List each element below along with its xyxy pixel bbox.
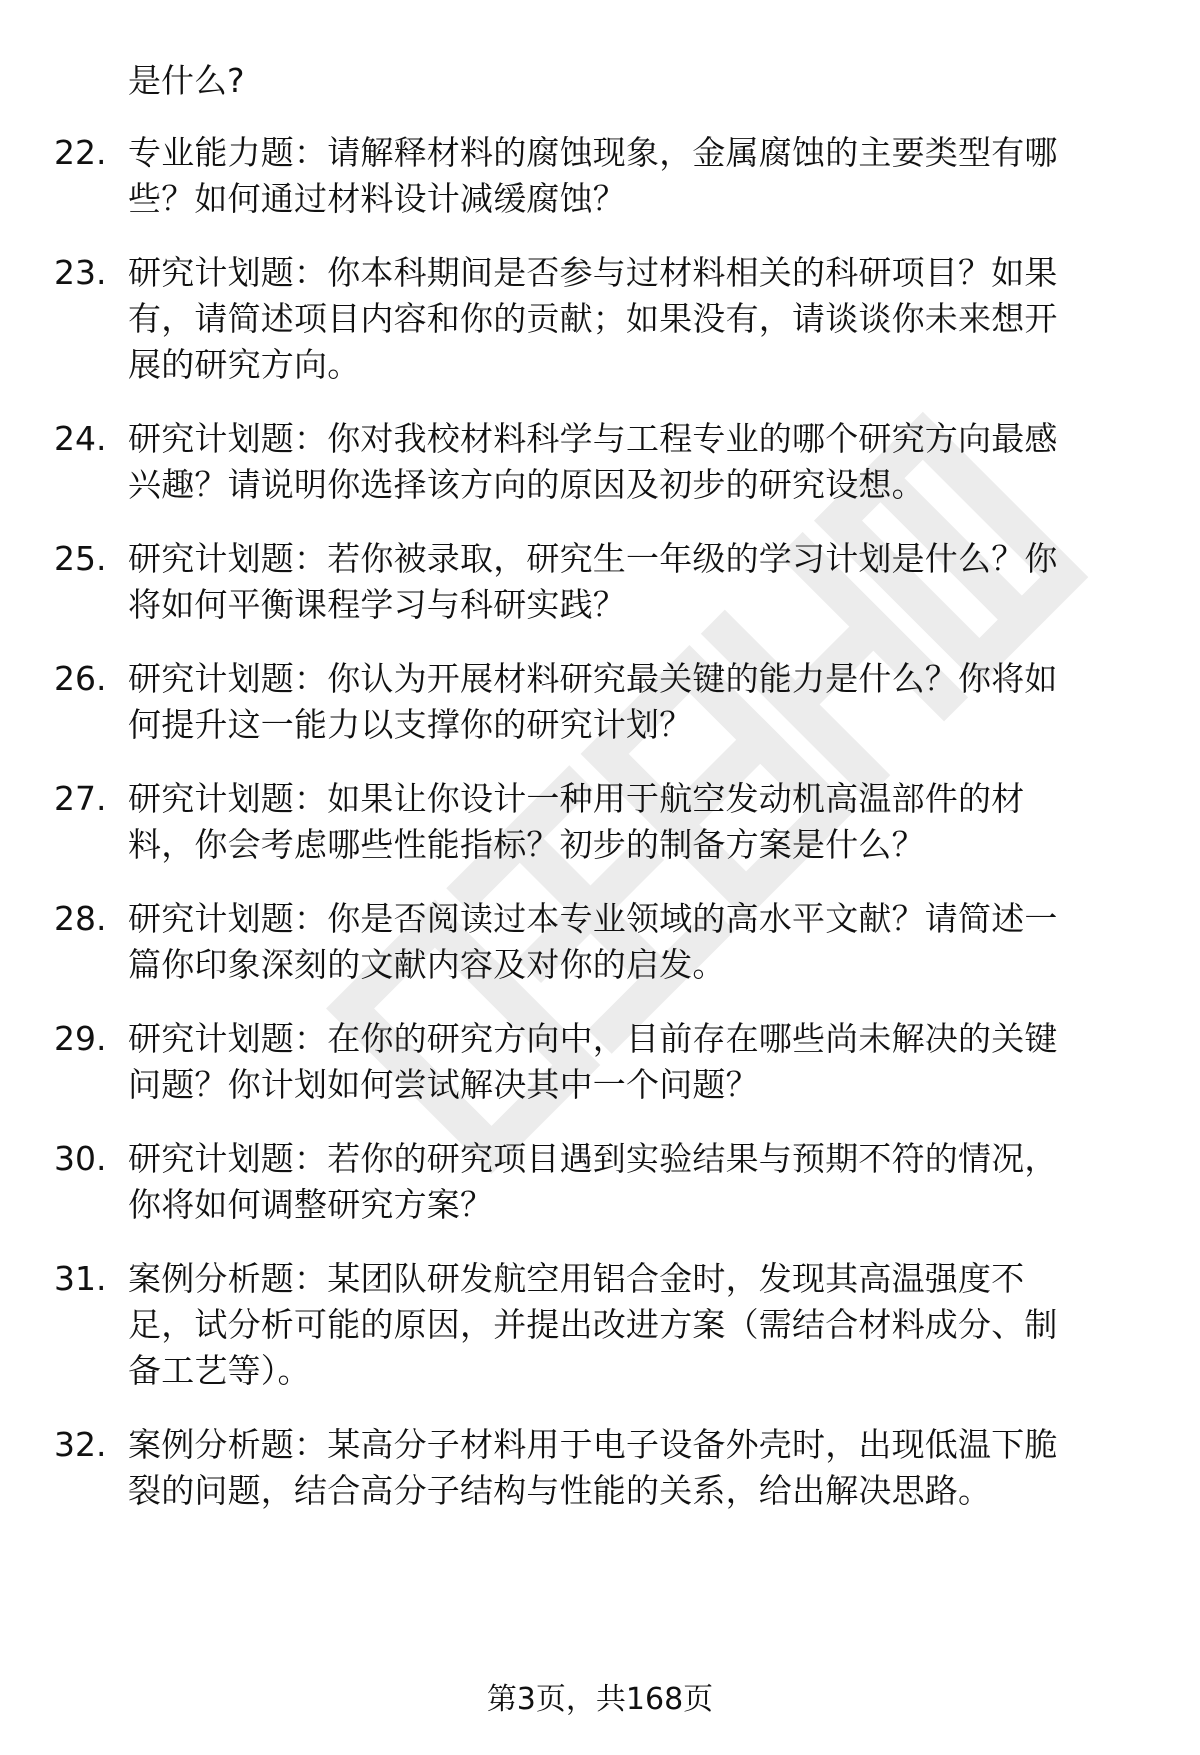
question-number: 32.: [54, 1425, 107, 1464]
question-text: [128, 536, 1138, 628]
question-text: [128, 130, 1138, 222]
question-text-line: 案例分析题：某高分子材料用于电子设备外壳时，出现低温下脆: [128, 1425, 1058, 1464]
question-number: 31.: [54, 1259, 107, 1298]
question-text-line: 研究计划题：如果让你设计一种用于航空发动机高温部件的材: [128, 779, 1025, 818]
question-number: 30.: [54, 1139, 107, 1178]
page-footer: 第3页，共168页: [486, 1682, 714, 1717]
question-text-line: 兴趣？请说明你选择该方向的原因及初步的研究设想。: [128, 465, 925, 504]
question-text: [128, 1136, 1138, 1228]
question-text-line: 研究计划题：你对我校材料科学与工程专业的哪个研究方向最感: [128, 419, 1058, 458]
question-number: 29.: [54, 1019, 107, 1058]
question-number: 26.: [54, 659, 107, 698]
question-text: [128, 656, 1138, 748]
question-text-line: 研究计划题：你是否阅读过本专业领域的高水平文献？请简述一: [128, 899, 1058, 938]
question-text-line: 研究计划题：若你的研究项目遇到实验结果与预期不符的情况，: [128, 1139, 1058, 1178]
question-text: [128, 416, 1138, 508]
question-text-line: 研究计划题：在你的研究方向中，目前存在哪些尚未解决的关键: [128, 1019, 1058, 1058]
question-text-line: 何提升这一能力以支撑你的研究计划？: [128, 705, 693, 744]
question-text-line: 问题？你计划如何尝试解决其中一个问题？: [128, 1065, 759, 1104]
question-text-line: 料，你会考虑哪些性能指标？初步的制备方案是什么？: [128, 825, 925, 864]
question-text-line: 足，试分析可能的原因，并提出改进方案（需结合材料成分、制: [128, 1305, 1058, 1344]
question-text-line: 研究计划题：若你被录取，研究生一年级的学习计划是什么？你: [128, 539, 1058, 578]
question-text-line: 裂的问题，结合高分子结构与性能的关系，给出解决思路。: [128, 1471, 992, 1510]
question-text-line: 专业能力题：请解释材料的腐蚀现象，金属腐蚀的主要类型有哪: [128, 133, 1058, 172]
question-text-line: 些？如何通过材料设计减缓腐蚀？: [128, 179, 626, 218]
question-number: 24.: [54, 419, 107, 458]
question-number: 28.: [54, 899, 107, 938]
question-text-line: 案例分析题：某团队研发航空用铝合金时，发现其高温强度不: [128, 1259, 1025, 1298]
question-text-line: 你将如何调整研究方案？: [128, 1185, 494, 1224]
question-text-line: 有，请简述项目内容和你的贡献；如果没有，请谈谈你未来想开: [128, 299, 1058, 338]
question-number: 23.: [54, 253, 107, 292]
question-number: 27.: [54, 779, 107, 818]
question-text: [128, 1422, 1138, 1514]
question-text-line: 备工艺等）。: [128, 1351, 311, 1390]
question-number: 25.: [54, 539, 107, 578]
question-text: [128, 896, 1138, 988]
question-continuation: 是什么?: [128, 61, 245, 100]
question-text: [128, 1016, 1138, 1108]
question-text: [128, 776, 1138, 868]
question-text-line: 展的研究方向。: [128, 345, 361, 384]
question-number: 22.: [54, 133, 107, 172]
question-text-line: 研究计划题：你认为开展材料研究最关键的能力是什么？你将如: [128, 659, 1058, 698]
question-text-line: 将如何平衡课程学习与科研实践？: [128, 585, 626, 624]
question-text: [128, 250, 1138, 388]
question-text-line: 研究计划题：你本科期间是否参与过材料相关的科研项目？如果: [128, 253, 1058, 292]
question-text: [128, 1256, 1138, 1394]
question-text-line: 篇你印象深刻的文献内容及对你的启发。: [128, 945, 726, 984]
